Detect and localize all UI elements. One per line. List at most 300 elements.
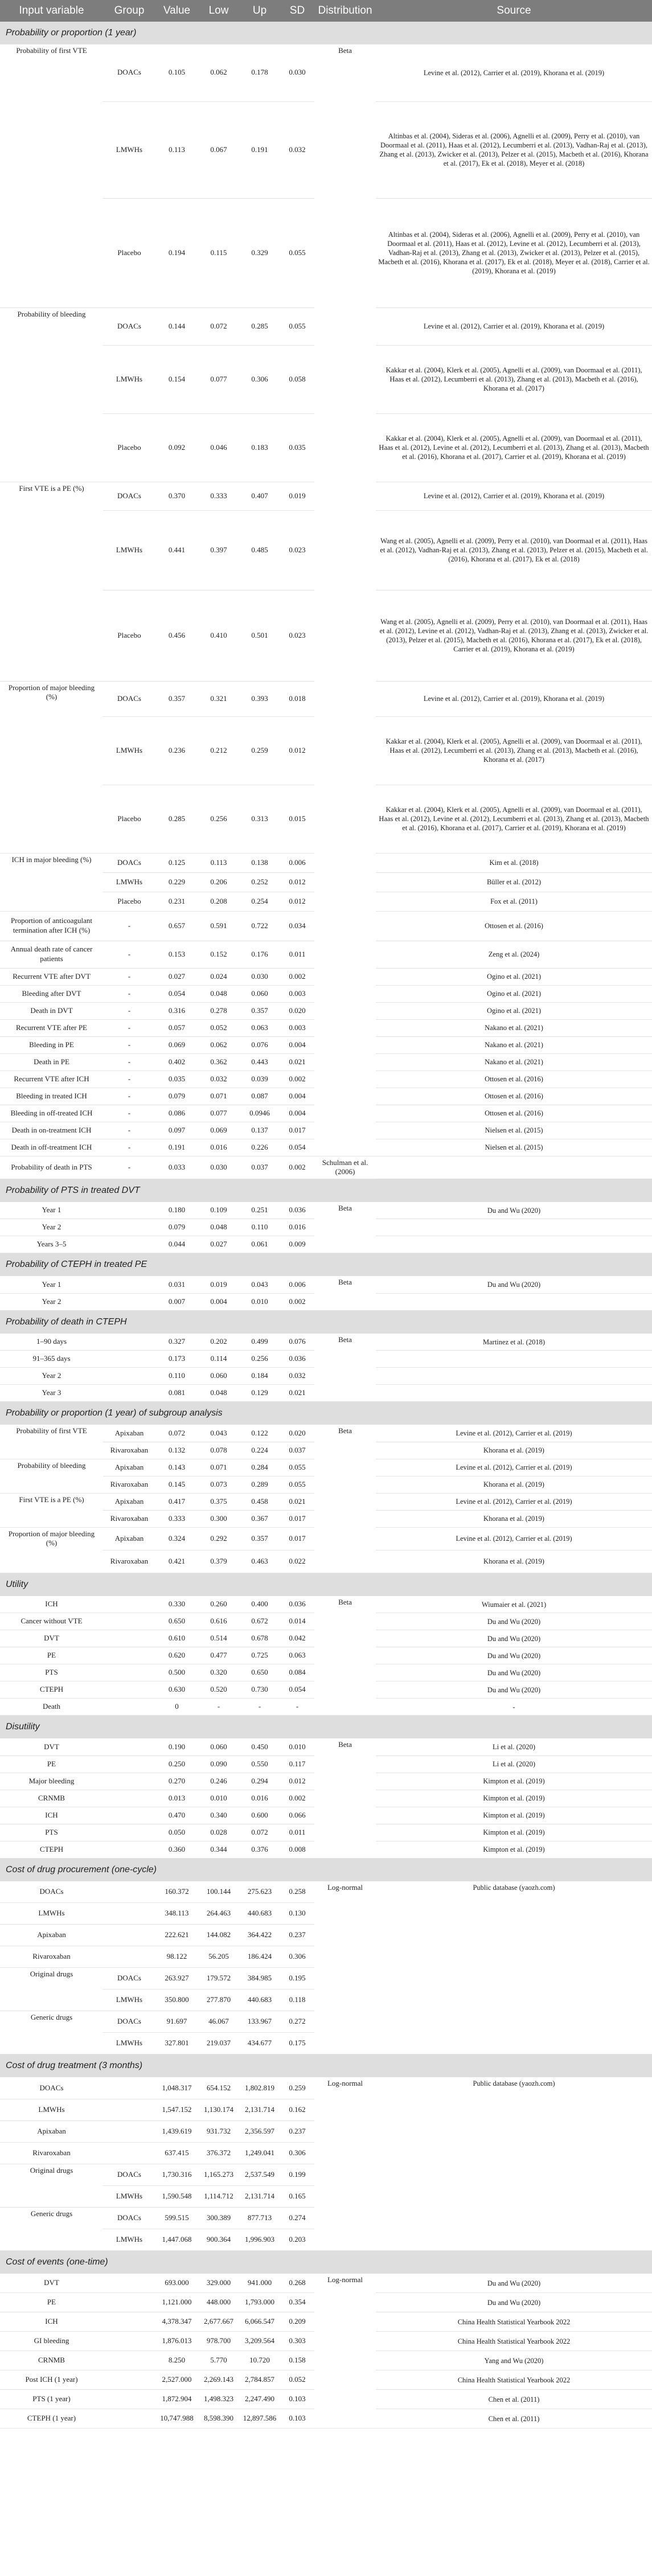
low-cell: 0.246 bbox=[198, 1773, 239, 1790]
source-cell: China Health Statistical Yearbook 2022 bbox=[376, 2332, 652, 2351]
up-cell: 0.259 bbox=[239, 716, 280, 785]
group-cell: - bbox=[103, 1122, 155, 1139]
group-cell bbox=[103, 1681, 155, 1699]
value-cell: 0.079 bbox=[155, 1088, 198, 1105]
low-cell: 0.032 bbox=[198, 1070, 239, 1088]
up-cell: 1,996.903 bbox=[239, 2229, 280, 2250]
up-cell: 877.713 bbox=[239, 2207, 280, 2229]
input-variable-cell: Probability of first VTE bbox=[0, 44, 103, 307]
group-cell: DOACs bbox=[103, 2164, 155, 2185]
group-cell bbox=[103, 2120, 155, 2142]
low-cell: 0.278 bbox=[198, 1002, 239, 1019]
value-cell: 0.110 bbox=[155, 1368, 198, 1385]
value-cell: 1,590.548 bbox=[155, 2185, 198, 2207]
source-cell: Yang and Wu (2020) bbox=[376, 2351, 652, 2370]
value-cell: 0.285 bbox=[155, 785, 198, 853]
section-title: Probability or proportion (1 year) bbox=[0, 22, 652, 44]
up-cell: 186.424 bbox=[239, 1946, 280, 1968]
table-row bbox=[0, 2274, 652, 2293]
table-row bbox=[0, 1156, 652, 1179]
low-cell: 0.212 bbox=[198, 716, 239, 785]
value-cell: 0.370 bbox=[155, 482, 198, 510]
value-cell: 1,447.068 bbox=[155, 2229, 198, 2250]
up-cell: 0.722 bbox=[239, 911, 280, 941]
value-cell: 327.801 bbox=[155, 2033, 198, 2054]
sd-cell: 0.052 bbox=[280, 2370, 314, 2390]
section-title: Probability of CTEPH in treated PE bbox=[0, 1253, 652, 1277]
low-cell: 0.397 bbox=[198, 510, 239, 590]
up-cell: 0.313 bbox=[239, 785, 280, 853]
value-cell: 1,547.152 bbox=[155, 2099, 198, 2120]
sd-cell: 0.004 bbox=[280, 1105, 314, 1122]
up-cell: 0.010 bbox=[239, 1293, 280, 1310]
low-cell: 0.362 bbox=[198, 1053, 239, 1070]
group-cell: LMWHs bbox=[103, 510, 155, 590]
value-cell: 0.194 bbox=[155, 198, 198, 307]
up-cell: 0.016 bbox=[239, 1790, 280, 1807]
low-cell: 0.019 bbox=[198, 1276, 239, 1293]
input-variable-cell: LMWHs bbox=[0, 1903, 103, 1925]
input-variable-cell: Generic drugs bbox=[0, 2207, 103, 2250]
group-cell: - bbox=[103, 1105, 155, 1122]
table-row bbox=[0, 1881, 652, 1903]
group-cell: LMWHs bbox=[103, 716, 155, 785]
input-variable-cell: PE bbox=[0, 2293, 103, 2312]
low-cell: 2,677.667 bbox=[198, 2312, 239, 2332]
sd-cell: 0.008 bbox=[280, 1841, 314, 1858]
distribution-cell: Beta bbox=[314, 1738, 376, 1858]
value-cell: 1,048.317 bbox=[155, 2077, 198, 2099]
up-cell: 0.063 bbox=[239, 1019, 280, 1036]
source-cell: Levine et al. (2012), Carrier et al. (2019), Khorana et al. (2019) bbox=[376, 307, 652, 345]
input-variable-cell: DOACs bbox=[0, 1881, 103, 1903]
low-cell: 300.389 bbox=[198, 2207, 239, 2229]
low-cell: 0.004 bbox=[198, 1293, 239, 1310]
input-variable-cell: ICH bbox=[0, 2312, 103, 2332]
table-row bbox=[0, 1202, 652, 1219]
sd-cell: 0.014 bbox=[280, 1613, 314, 1630]
sd-cell: 0.036 bbox=[280, 1596, 314, 1613]
value-cell: 348.113 bbox=[155, 1903, 198, 1925]
source-cell: Levine et al. (2012), Carrier et al. (2019) bbox=[376, 1425, 652, 1442]
input-variable-cell: Probability of bleeding bbox=[0, 307, 103, 482]
low-cell: 0.073 bbox=[198, 1476, 239, 1493]
value-cell: 0.250 bbox=[155, 1755, 198, 1773]
input-variable-cell: Original drugs bbox=[0, 2164, 103, 2207]
value-cell: 0.360 bbox=[155, 1841, 198, 1858]
section-header bbox=[0, 1716, 652, 1739]
sd-cell: 0.237 bbox=[280, 1925, 314, 1946]
value-cell: 0.441 bbox=[155, 510, 198, 590]
source-cell: Kakkar et al. (2004), Klerk et al. (2005), Agnelli et al. (2009), van Doormaal et al. (2011), Haas et al. (2012), Lecumberri et al. (2013), Zhang et al. (2013), Macbeth et al. (2016), Khorana et al. (2017) bbox=[376, 345, 652, 413]
source-cell: Wang et al. (2005), Agnelli et al. (2009), Perry et al. (2010), van Doormaal et al. (2011), Haas et al. (2012), Levine et al. (2012), Vadhan-Raj et al. (2013), Zhang et al. (2013), Zwicker et al. (2013), Pelzer et al. (2015), Macbeth et al. (2016), Khorana et al. (2017), Ek et al. (2018), Carrier et al. (2019), Khorana et al. (2019) bbox=[376, 590, 652, 681]
up-cell: 0.501 bbox=[239, 590, 280, 681]
group-cell bbox=[103, 2099, 155, 2120]
input-variable-cell: DVT bbox=[0, 1738, 103, 1755]
value-cell: 0.113 bbox=[155, 101, 198, 198]
value-cell: 0.143 bbox=[155, 1459, 198, 1476]
group-cell: Apixaban bbox=[103, 1527, 155, 1550]
low-cell: - bbox=[198, 1699, 239, 1716]
source-cell: Li et al. (2020) bbox=[376, 1755, 652, 1773]
section-header bbox=[0, 2250, 652, 2274]
source-cell: Kimpton et al. (2019) bbox=[376, 1824, 652, 1841]
group-cell: LMWHs bbox=[103, 2229, 155, 2250]
sd-cell: 0.003 bbox=[280, 985, 314, 1002]
up-cell: 0.306 bbox=[239, 345, 280, 413]
group-cell: Placebo bbox=[103, 413, 155, 482]
low-cell: 0.090 bbox=[198, 1755, 239, 1773]
source-cell: Kimpton et al. (2019) bbox=[376, 1807, 652, 1824]
low-cell: 0.046 bbox=[198, 413, 239, 482]
up-cell: 0.463 bbox=[239, 1550, 280, 1573]
value-cell: 0.033 bbox=[155, 1156, 198, 1179]
source-cell: Büller et al. (2012) bbox=[376, 872, 652, 892]
up-cell: 0.376 bbox=[239, 1841, 280, 1858]
source-cell: Ottosen et al. (2016) bbox=[376, 1105, 652, 1122]
group-cell bbox=[103, 1236, 155, 1253]
up-cell: 0.072 bbox=[239, 1824, 280, 1841]
group-cell bbox=[103, 1903, 155, 1925]
value-cell: 0.092 bbox=[155, 413, 198, 482]
distribution-cell: Log-normal bbox=[314, 2077, 376, 2250]
source-cell: Ottosen et al. (2016) bbox=[376, 1088, 652, 1105]
group-cell: - bbox=[103, 1019, 155, 1036]
up-cell: 0.061 bbox=[239, 1236, 280, 1253]
low-cell: 219.037 bbox=[198, 2033, 239, 2054]
sd-cell: 0.002 bbox=[280, 1156, 314, 1179]
section-header bbox=[0, 1402, 652, 1425]
value-cell: 263.927 bbox=[155, 1968, 198, 1990]
table-row bbox=[0, 1425, 652, 1442]
source-cell: Kakkar et al. (2004), Klerk et al. (2005), Agnelli et al. (2009), van Doormaal et al. (2011), Haas et al. (2012), Levine et al. (2012), Lecumberri et al. (2013), Zhang et al. (2013), Macbeth et al. (2016), Khorana et al. (2017), Carrier et al. (2019), Khorana et al. (2019) bbox=[376, 785, 652, 853]
up-cell: 0.485 bbox=[239, 510, 280, 590]
input-variable-cell: PE bbox=[0, 1755, 103, 1773]
input-variable-cell: Probability of bleeding bbox=[0, 1459, 103, 1493]
source-cell: Du and Wu (2020) bbox=[376, 1276, 652, 1293]
value-cell: 0.421 bbox=[155, 1550, 198, 1573]
up-cell: 2,537.549 bbox=[239, 2164, 280, 2185]
group-cell: - bbox=[103, 1053, 155, 1070]
sd-cell: - bbox=[280, 1699, 314, 1716]
input-variable-cell: PTS (1 year) bbox=[0, 2390, 103, 2409]
value-cell: 0.610 bbox=[155, 1630, 198, 1647]
low-cell: 0.069 bbox=[198, 1122, 239, 1139]
group-cell bbox=[103, 1664, 155, 1681]
low-cell: 1,130.174 bbox=[198, 2099, 239, 2120]
value-cell: 599.515 bbox=[155, 2207, 198, 2229]
value-cell: 0.357 bbox=[155, 681, 198, 716]
up-cell: 0.129 bbox=[239, 1385, 280, 1402]
column-header-low: Low bbox=[198, 0, 239, 22]
input-variable-cell: CTEPH bbox=[0, 1841, 103, 1858]
value-cell: 0.054 bbox=[155, 985, 198, 1002]
sd-cell: 0.042 bbox=[280, 1630, 314, 1647]
sd-cell: 0.009 bbox=[280, 1236, 314, 1253]
distribution-cell: Beta bbox=[314, 1334, 376, 1402]
up-cell: 0.039 bbox=[239, 1070, 280, 1088]
up-cell: 0.037 bbox=[239, 1156, 280, 1179]
low-cell: 931.732 bbox=[198, 2120, 239, 2142]
value-cell: 0.417 bbox=[155, 1493, 198, 1510]
source-cell bbox=[376, 1293, 652, 1310]
source-cell: Li et al. (2020) bbox=[376, 1738, 652, 1755]
up-cell: 0.285 bbox=[239, 307, 280, 345]
value-cell: 0.057 bbox=[155, 1019, 198, 1036]
low-cell: 0.030 bbox=[198, 1156, 239, 1179]
value-cell: 1,730.316 bbox=[155, 2164, 198, 2185]
column-header-input-variable: Input variable bbox=[0, 0, 103, 22]
low-cell: 0.344 bbox=[198, 1841, 239, 1858]
group-cell: - bbox=[103, 1088, 155, 1105]
low-cell: 0.520 bbox=[198, 1681, 239, 1699]
sd-cell: 0.015 bbox=[280, 785, 314, 853]
sd-cell: 0.103 bbox=[280, 2390, 314, 2409]
section-title: Cost of events (one-time) bbox=[0, 2250, 652, 2274]
low-cell: 0.300 bbox=[198, 1510, 239, 1527]
sd-cell: 0.032 bbox=[280, 1368, 314, 1385]
sd-cell: 0.012 bbox=[280, 892, 314, 911]
value-cell: 0.402 bbox=[155, 1053, 198, 1070]
sd-cell: 0.036 bbox=[280, 1351, 314, 1368]
low-cell: 0.616 bbox=[198, 1613, 239, 1630]
up-cell: 0.443 bbox=[239, 1053, 280, 1070]
low-cell: 0.591 bbox=[198, 911, 239, 941]
group-cell bbox=[103, 2332, 155, 2351]
input-variable-cell: Death in PE bbox=[0, 1053, 103, 1070]
input-variable-cell: Death in on-treatment ICH bbox=[0, 1122, 103, 1139]
header-row bbox=[0, 0, 652, 22]
group-cell: DOACs bbox=[103, 307, 155, 345]
value-cell: 0.044 bbox=[155, 1236, 198, 1253]
value-cell: 693.000 bbox=[155, 2274, 198, 2293]
input-variable-cell: Bleeding after DVT bbox=[0, 985, 103, 1002]
input-variable-cell: Major bleeding bbox=[0, 1773, 103, 1790]
low-cell: 0.071 bbox=[198, 1088, 239, 1105]
section-title: Probability of death in CTEPH bbox=[0, 1310, 652, 1334]
sd-cell: 0.017 bbox=[280, 1527, 314, 1550]
table-row bbox=[0, 1738, 652, 1755]
sd-cell: 0.018 bbox=[280, 681, 314, 716]
sd-cell: 0.017 bbox=[280, 1510, 314, 1527]
group-cell: Placebo bbox=[103, 198, 155, 307]
low-cell: 0.379 bbox=[198, 1550, 239, 1573]
input-variable-cell: ICH bbox=[0, 1596, 103, 1613]
source-cell: Khorana et al. (2019) bbox=[376, 1550, 652, 1573]
group-cell: Rivaroxaban bbox=[103, 1476, 155, 1493]
sd-cell: 0.162 bbox=[280, 2099, 314, 2120]
source-cell: Levine et al. (2012), Carrier et al. (2019) bbox=[376, 1527, 652, 1550]
group-cell: Apixaban bbox=[103, 1459, 155, 1476]
low-cell: 0.114 bbox=[198, 1351, 239, 1368]
section-title: Utility bbox=[0, 1573, 652, 1596]
source-cell: Kim et al. (2018) bbox=[376, 853, 652, 872]
table-row bbox=[0, 1596, 652, 1613]
up-cell: 364.422 bbox=[239, 1925, 280, 1946]
source-cell bbox=[376, 1351, 652, 1368]
group-cell: LMWHs bbox=[103, 2185, 155, 2207]
source-cell: Nielsen et al. (2015) bbox=[376, 1139, 652, 1156]
value-cell: 10,747.988 bbox=[155, 2409, 198, 2429]
group-cell: Rivaroxaban bbox=[103, 1550, 155, 1573]
group-cell bbox=[103, 1596, 155, 1613]
source-cell bbox=[376, 1368, 652, 1385]
up-cell: 12,897.586 bbox=[239, 2409, 280, 2429]
group-cell: Placebo bbox=[103, 892, 155, 911]
column-header-sd: SD bbox=[280, 0, 314, 22]
group-cell bbox=[103, 1385, 155, 1402]
sd-cell: 0.035 bbox=[280, 413, 314, 482]
up-cell: 0.043 bbox=[239, 1276, 280, 1293]
value-cell: 0.327 bbox=[155, 1334, 198, 1351]
source-cell: Public database (yaozh.com) bbox=[376, 1881, 652, 2054]
sd-cell: 0.002 bbox=[280, 1070, 314, 1088]
up-cell: 0.357 bbox=[239, 1002, 280, 1019]
group-cell: - bbox=[103, 941, 155, 968]
group-cell bbox=[103, 2351, 155, 2370]
low-cell: 0.077 bbox=[198, 345, 239, 413]
input-variable-cell: Year 2 bbox=[0, 1293, 103, 1310]
source-cell: Chen et al. (2011) bbox=[376, 2390, 652, 2409]
sd-cell: 0.195 bbox=[280, 1968, 314, 1990]
sd-cell: 0.011 bbox=[280, 941, 314, 968]
low-cell: 0.208 bbox=[198, 892, 239, 911]
distribution-cell: Beta bbox=[314, 44, 376, 1156]
up-cell: 0.393 bbox=[239, 681, 280, 716]
input-variable-cell: CRNMB bbox=[0, 1790, 103, 1807]
input-variable-cell: ICH in major bleeding (%) bbox=[0, 853, 103, 911]
low-cell: 0.410 bbox=[198, 590, 239, 681]
source-cell: Khorana et al. (2019) bbox=[376, 1510, 652, 1527]
value-cell: 1,121.000 bbox=[155, 2293, 198, 2312]
group-cell: - bbox=[103, 1036, 155, 1053]
value-cell: 0.180 bbox=[155, 1202, 198, 1219]
group-cell: LMWHs bbox=[103, 101, 155, 198]
value-cell: 0.657 bbox=[155, 911, 198, 941]
up-cell: 0.499 bbox=[239, 1334, 280, 1351]
sd-cell: 0.058 bbox=[280, 345, 314, 413]
low-cell: 0.113 bbox=[198, 853, 239, 872]
source-cell: Altinbas et al. (2004), Sideras et al. (2006), Agnelli et al. (2009), Perry et al. (2010), van Doormaal et al. (2011), Haas et al. (2012), Levine et al. (2012), Lecumberri et al. (2013), Vadhan-Raj et al. (2013), Zhang et al. (2013), Zwicker et al. (2013), Pelzer et al. (2015), Macbeth et al. (2016), Khorana et al. (2017), Ek et al. (2018), Meyer et al. (2018), Carrier et al. (2019), Khorana et al. (2019) bbox=[376, 198, 652, 307]
group-cell bbox=[103, 1219, 155, 1236]
low-cell: 264.463 bbox=[198, 1903, 239, 1925]
input-variable-cell: 91–365 days bbox=[0, 1351, 103, 1368]
low-cell: 2,269.143 bbox=[198, 2370, 239, 2390]
input-variable-cell: 1–90 days bbox=[0, 1334, 103, 1351]
up-cell: 275.623 bbox=[239, 1881, 280, 1903]
low-cell: 0.024 bbox=[198, 968, 239, 985]
source-cell: Zeng et al. (2024) bbox=[376, 941, 652, 968]
group-cell bbox=[103, 1202, 155, 1219]
low-cell: 100.144 bbox=[198, 1881, 239, 1903]
low-cell: 0.477 bbox=[198, 1647, 239, 1664]
low-cell: 0.340 bbox=[198, 1807, 239, 1824]
sd-cell: 0.036 bbox=[280, 1202, 314, 1219]
sd-cell: 0.054 bbox=[280, 1139, 314, 1156]
up-cell: 941.000 bbox=[239, 2274, 280, 2293]
source-cell: Martinez et al. (2018) bbox=[376, 1334, 652, 1351]
input-variable-cell: DVT bbox=[0, 2274, 103, 2293]
low-cell: 0.077 bbox=[198, 1105, 239, 1122]
up-cell: 0.400 bbox=[239, 1596, 280, 1613]
source-cell bbox=[376, 1385, 652, 1402]
sd-cell: 0.030 bbox=[280, 44, 314, 101]
input-variable-cell: Recurrent VTE after PE bbox=[0, 1019, 103, 1036]
source-cell: China Health Statistical Yearbook 2022 bbox=[376, 2312, 652, 2332]
group-cell bbox=[103, 1738, 155, 1755]
column-header-distribution: Distribution bbox=[314, 0, 376, 22]
source-cell: Du and Wu (2020) bbox=[376, 1202, 652, 1219]
up-cell: 0.252 bbox=[239, 872, 280, 892]
sd-cell: 0.066 bbox=[280, 1807, 314, 1824]
sd-cell: 0.259 bbox=[280, 2077, 314, 2099]
source-cell: Kimpton et al. (2019) bbox=[376, 1841, 652, 1858]
section-title: Cost of drug treatment (3 months) bbox=[0, 2054, 652, 2078]
source-cell: Du and Wu (2020) bbox=[376, 2274, 652, 2293]
source-cell: Du and Wu (2020) bbox=[376, 1664, 652, 1681]
low-cell: 0.375 bbox=[198, 1493, 239, 1510]
input-variable-cell: Death in off-treatment ICH bbox=[0, 1139, 103, 1156]
value-cell: 2,527.000 bbox=[155, 2370, 198, 2390]
input-variable-cell: Probability of death in PTS bbox=[0, 1156, 103, 1179]
distribution-cell: Beta bbox=[314, 1425, 376, 1573]
value-cell: 0.190 bbox=[155, 1738, 198, 1755]
value-cell: 0.105 bbox=[155, 44, 198, 101]
group-cell bbox=[103, 1647, 155, 1664]
sd-cell: 0.016 bbox=[280, 1219, 314, 1236]
source-cell: Kimpton et al. (2019) bbox=[376, 1773, 652, 1790]
low-cell: 0.062 bbox=[198, 44, 239, 101]
section-header bbox=[0, 1253, 652, 1277]
value-cell: 0.236 bbox=[155, 716, 198, 785]
value-cell: 91.697 bbox=[155, 2011, 198, 2033]
value-cell: 0.500 bbox=[155, 1664, 198, 1681]
group-cell bbox=[103, 1368, 155, 1385]
low-cell: 0.016 bbox=[198, 1139, 239, 1156]
group-cell bbox=[103, 2409, 155, 2429]
source-cell bbox=[376, 1219, 652, 1236]
group-cell: DOACs bbox=[103, 2011, 155, 2033]
group-cell: DOACs bbox=[103, 1968, 155, 1990]
sd-cell: 0.303 bbox=[280, 2332, 314, 2351]
value-cell: 4,378.347 bbox=[155, 2312, 198, 2332]
low-cell: 0.060 bbox=[198, 1368, 239, 1385]
group-cell bbox=[103, 1699, 155, 1716]
up-cell: 0.176 bbox=[239, 941, 280, 968]
value-cell: 0.013 bbox=[155, 1790, 198, 1807]
value-cell: 0.470 bbox=[155, 1807, 198, 1824]
distribution-cell: Log-normal bbox=[314, 2274, 376, 2429]
sd-cell: 0.306 bbox=[280, 2142, 314, 2164]
up-cell: 384.985 bbox=[239, 1968, 280, 1990]
source-cell: Wiumaier et al. (2021) bbox=[376, 1596, 652, 1613]
input-variable-cell: Probability of first VTE bbox=[0, 1425, 103, 1459]
input-variable-cell: Generic drugs bbox=[0, 2011, 103, 2054]
sd-cell: 0.032 bbox=[280, 101, 314, 198]
up-cell: 2,131.714 bbox=[239, 2185, 280, 2207]
up-cell: 0.294 bbox=[239, 1773, 280, 1790]
up-cell: 0.407 bbox=[239, 482, 280, 510]
table-row bbox=[0, 1276, 652, 1293]
input-variable-cell: PTS bbox=[0, 1824, 103, 1841]
up-cell: 1,793.000 bbox=[239, 2293, 280, 2312]
low-cell: 144.082 bbox=[198, 1925, 239, 1946]
input-variable-cell: Rivaroxaban bbox=[0, 2142, 103, 2164]
up-cell: 0.138 bbox=[239, 853, 280, 872]
section-title: Cost of drug procurement (one-cycle) bbox=[0, 1858, 652, 1881]
value-cell: 0.027 bbox=[155, 968, 198, 985]
group-cell bbox=[103, 1790, 155, 1807]
